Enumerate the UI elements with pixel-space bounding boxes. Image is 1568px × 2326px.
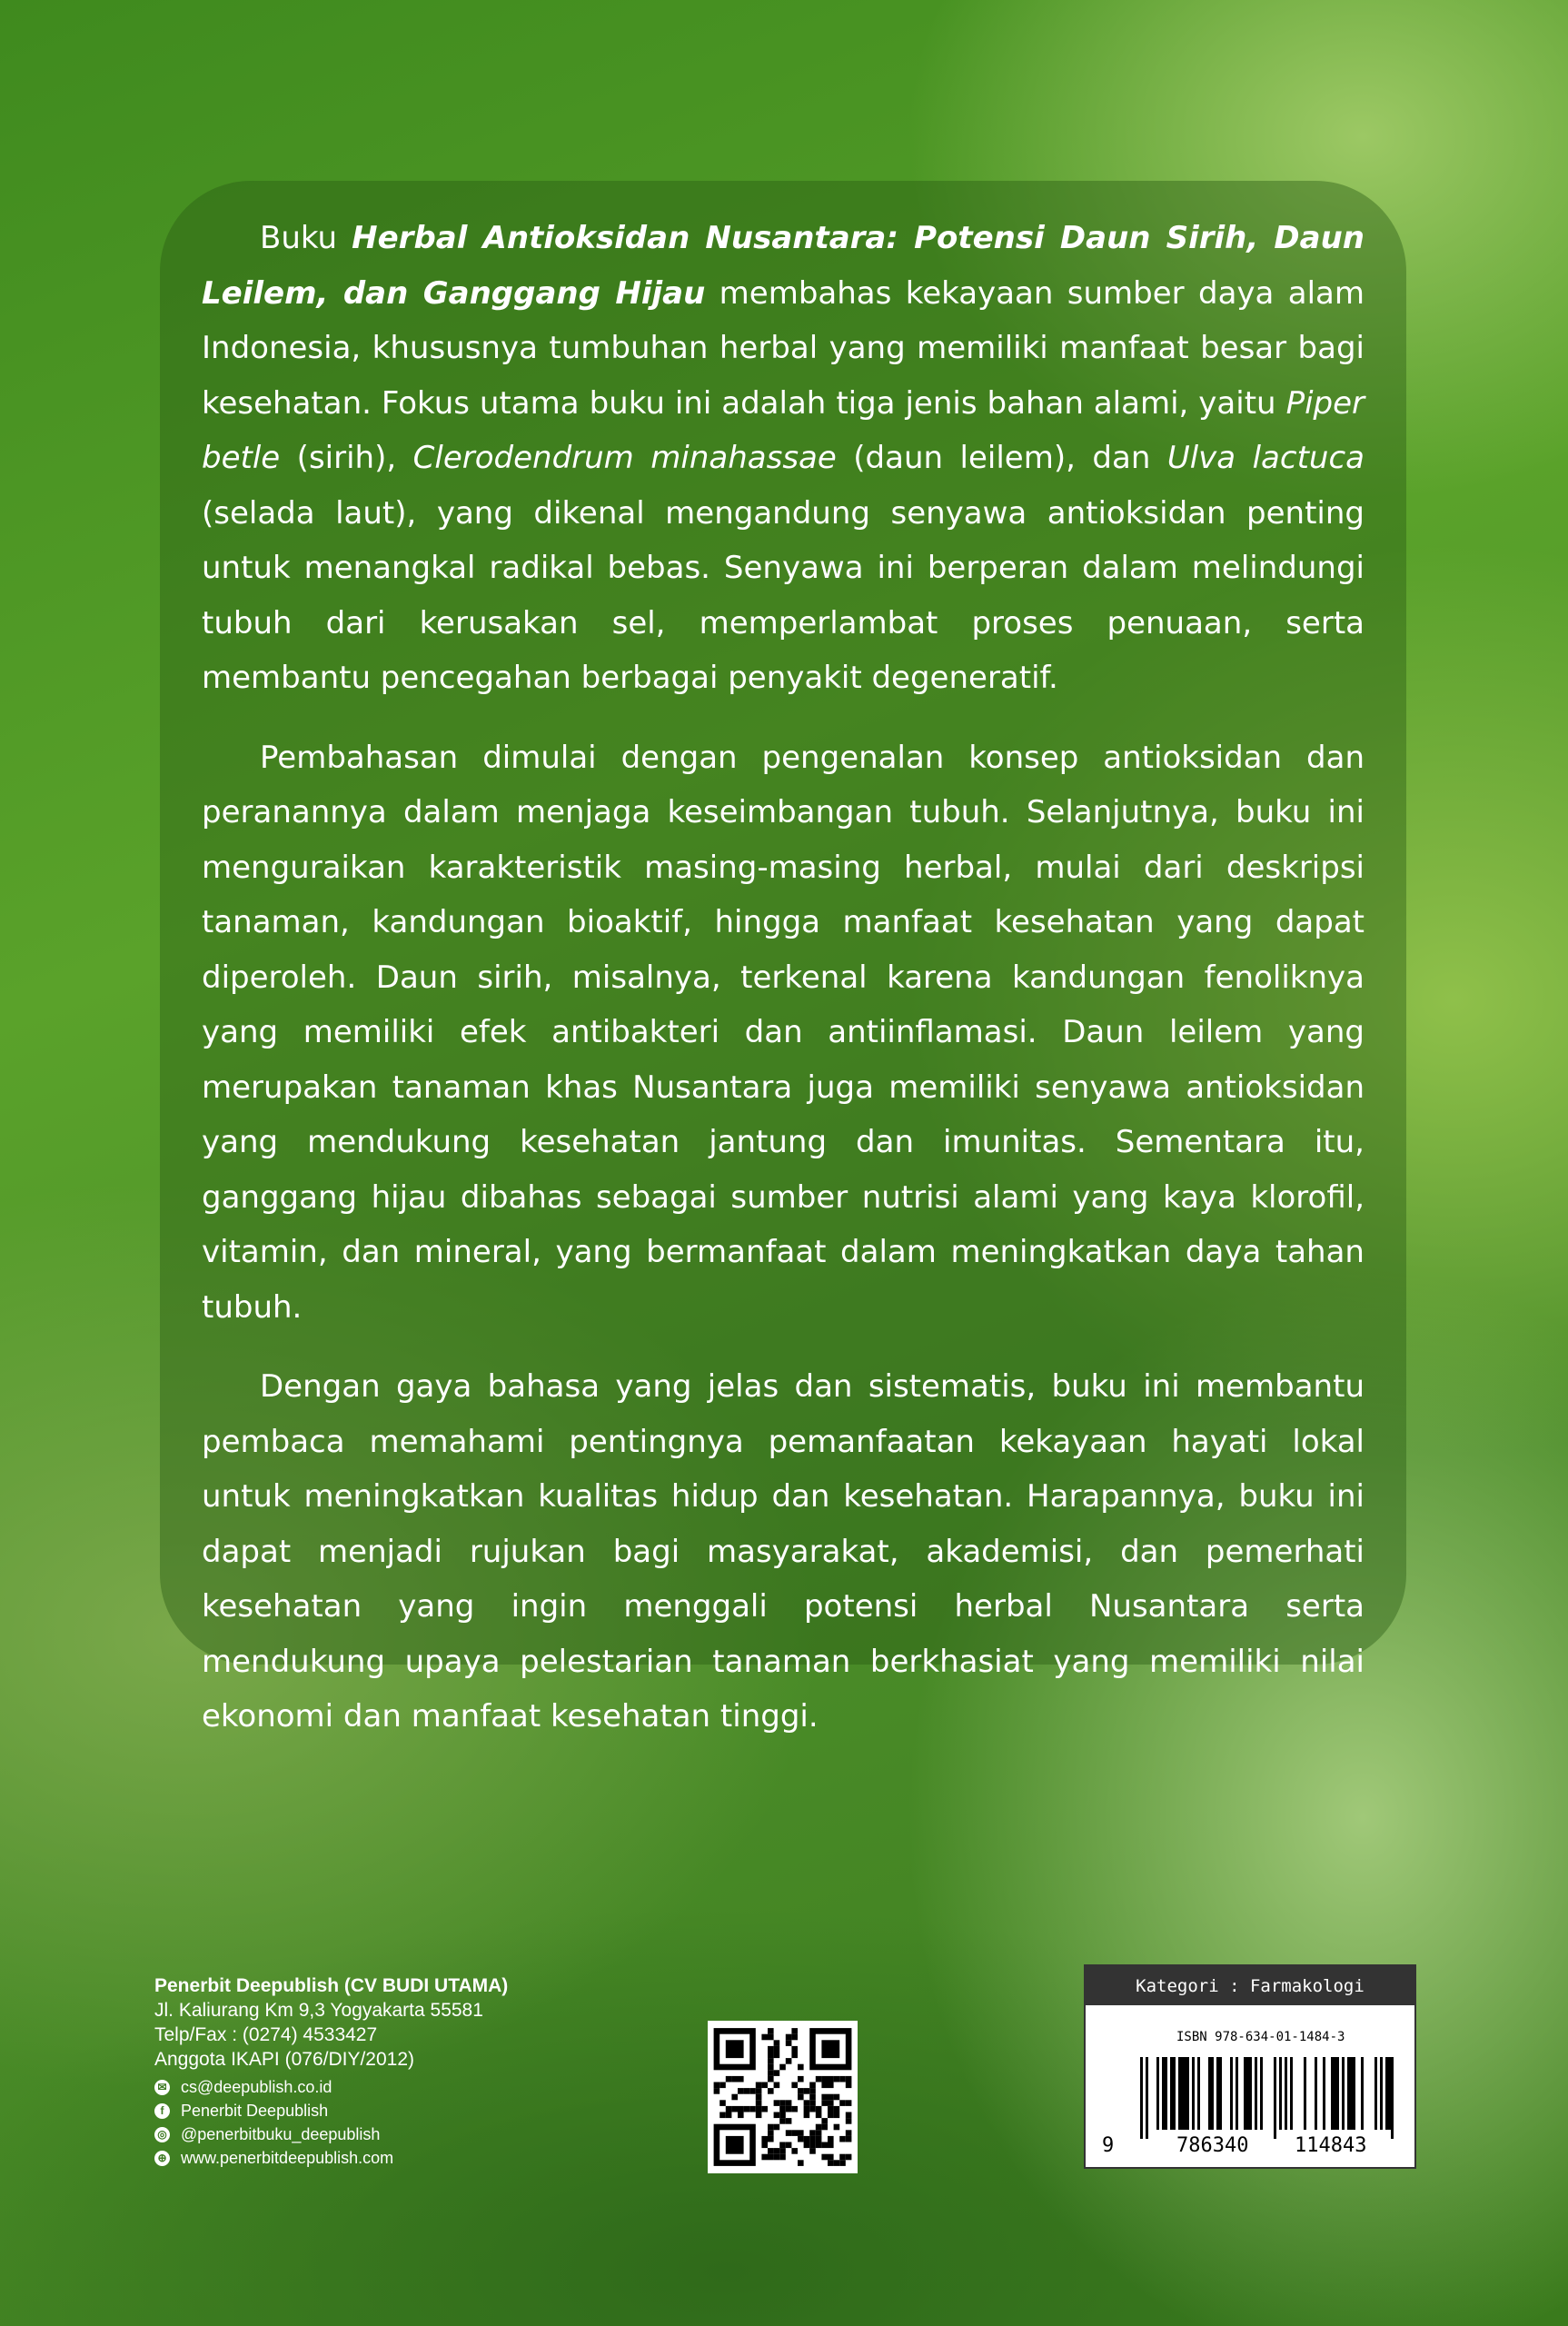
barcode-bar xyxy=(1385,2057,1388,2130)
facebook: Penerbit Deepublish xyxy=(181,2101,329,2120)
barcode-bar xyxy=(1350,2057,1353,2130)
barcode-bar xyxy=(1186,2057,1189,2130)
barcode-digits-left: 786340 xyxy=(1176,2134,1249,2157)
barcode-bar xyxy=(1323,2057,1325,2130)
website: www.penerbitdeepublish.com xyxy=(181,2148,394,2167)
species-name: Ulva lactuca xyxy=(1166,440,1365,476)
text: membahas kekayaan sumber daya alam Indonesia, khususnya tumbuhan herbal yang memiliki manfaat besar bagi kesehatan. Fokus utama buku ini adalah tiga jenis bahan alami, yaitu xyxy=(202,274,1365,422)
text: (sirih), xyxy=(280,440,413,476)
barcode-bar xyxy=(1279,2057,1282,2130)
barcode-bar xyxy=(1216,2057,1219,2130)
publisher-address: Jl. Kaliurang Km 9,3 Yogyakarta 55581 xyxy=(154,2000,483,2021)
paragraph-2: Pembahasan dimulai dengan pengenalan konsep antioksidan dan peranannya dalam menjaga keseimbangan tubuh. Selanjutnya, buku ini menguraikan karakteristik masing-masing herbal, mulai dari deskripsi tanaman, kandungan bioaktif, hingga manfaat kesehatan yang dapat diperoleh. Daun sirih, misalnya, terkenal karena kandungan fenoliknya yang memiliki efek antibakteri dan antiinflamasi. Daun leilem yang merupakan tanaman khas Nusantara juga memiliki senyawa antioksidan yang mendukung kesehatan jantung dan imunitas. Sementara itu, ganggang hijau dibahas sebagai sumber nutrisi alami yang kaya klorofil, vitamin, dan mineral, yang bermanfaat dalam meningkatkan daya tahan tubuh. xyxy=(202,739,1365,1326)
barcode-bar xyxy=(1178,2057,1181,2130)
barcode-digits-right: 114843 xyxy=(1295,2134,1367,2157)
species-name: Piper betle xyxy=(202,384,1365,476)
barcode-bar xyxy=(1331,2057,1334,2130)
barcode-bar xyxy=(1140,2057,1143,2139)
barcode-bar xyxy=(1391,2057,1394,2139)
barcode-bar xyxy=(1304,2057,1306,2130)
barcode-bar xyxy=(1347,2057,1350,2130)
species-name: Clerodendrum minahassae xyxy=(412,440,837,476)
barcode-bar xyxy=(1255,2057,1257,2130)
barcode-bar xyxy=(1361,2057,1364,2130)
barcode-bar xyxy=(1184,2057,1186,2130)
barcode-bar xyxy=(1260,2057,1263,2130)
publisher-info xyxy=(154,1973,508,2170)
barcode-bar xyxy=(1334,2057,1336,2130)
instagram: @penerbitbuku_deepublish xyxy=(181,2124,381,2143)
text: Buku xyxy=(260,220,352,256)
text: (daun leilem), dan xyxy=(836,440,1167,476)
barcode-bar xyxy=(1336,2057,1339,2130)
book-title: Herbal Antioksidan Nusantara: Potensi Daun Sirih, Daun Leilem, dan Ganggang Hijau xyxy=(202,220,1365,312)
barcode-bar xyxy=(1146,2057,1148,2139)
facebook-icon: f xyxy=(154,2103,170,2119)
barcode-bar xyxy=(1342,2057,1345,2130)
barcode-bar xyxy=(1236,2057,1238,2130)
barcode-bar xyxy=(1315,2057,1317,2130)
publisher-name: Penerbit Deepublish (CV BUDI UTAMA) xyxy=(154,1975,509,1996)
barcode-bar xyxy=(1197,2057,1200,2130)
isbn-text: ISBN 978-634-01-1484-3 xyxy=(1176,2030,1345,2044)
email: cs@deepublish.co.id xyxy=(181,2077,332,2096)
barcode-bar xyxy=(1388,2057,1391,2130)
paragraph-1 xyxy=(202,211,1365,706)
category-label: Kategori : Farmakologi xyxy=(1086,1966,1414,2005)
globe-icon: ⊕ xyxy=(154,2151,170,2166)
barcode-bar xyxy=(1173,2057,1176,2130)
barcode-bar xyxy=(1208,2057,1211,2130)
publisher-phone: Telp/Fax : (0274) 4533427 xyxy=(154,2024,378,2045)
publisher-ikapi: Anggota IKAPI (076/DIY/2012) xyxy=(154,2049,415,2070)
paragraph-3: Dengan gaya bahasa yang jelas dan sistematis, buku ini membantu pembaca memahami pentingnya pemanfaatan kekayaan hayati lokal untuk meningkatkan kualitas hidup dan kesehatan. Harapannya, buku ini dapat menjadi rujukan bagi masyarakat, akademisi, dan pemerhati kesehatan yang ingin menggali potensi herbal Nusantara serta mendukung upaya pelestarian tanaman berkhasiat yang memiliki nilai ekonomi dan manfaat kesehatan tinggi. xyxy=(202,1368,1365,1735)
qr-code xyxy=(708,2021,858,2173)
barcode-bar xyxy=(1380,2057,1383,2130)
barcode-bar xyxy=(1156,2057,1159,2130)
barcode xyxy=(1140,2057,1399,2139)
barcode-bar xyxy=(1230,2057,1233,2130)
barcode-bar xyxy=(1249,2057,1252,2130)
barcode-bar xyxy=(1353,2057,1355,2130)
blurb-text xyxy=(202,211,1365,1769)
barcode-bar xyxy=(1165,2057,1167,2130)
barcode-bar xyxy=(1274,2057,1276,2139)
barcode-bar xyxy=(1170,2057,1173,2130)
barcode-bar xyxy=(1181,2057,1184,2130)
barcode-digit-prefix: 9 xyxy=(1102,2134,1115,2157)
barcode-bar xyxy=(1246,2057,1249,2130)
barcode-bar xyxy=(1211,2057,1214,2130)
barcode-bar xyxy=(1219,2057,1222,2130)
instagram-icon: ◎ xyxy=(154,2127,170,2142)
barcode-bar xyxy=(1162,2057,1165,2130)
barcode-box xyxy=(1084,1964,1416,2169)
email-icon: ✉ xyxy=(154,2080,170,2095)
barcode-bar xyxy=(1290,2057,1293,2130)
text: (selada laut), yang dikenal mengandung senyawa antioksidan penting untuk menangkal radikal bebas. Senyawa ini berperan dalam melindungi tubuh dari kerusakan sel, memperlambat proses penuaan, serta membantu pencegahan berbagai penyakit degeneratif. xyxy=(202,494,1365,696)
barcode-bar xyxy=(1374,2057,1377,2130)
barcode-bar xyxy=(1285,2057,1287,2130)
barcode-bar xyxy=(1244,2057,1246,2130)
barcode-bar xyxy=(1192,2057,1195,2130)
